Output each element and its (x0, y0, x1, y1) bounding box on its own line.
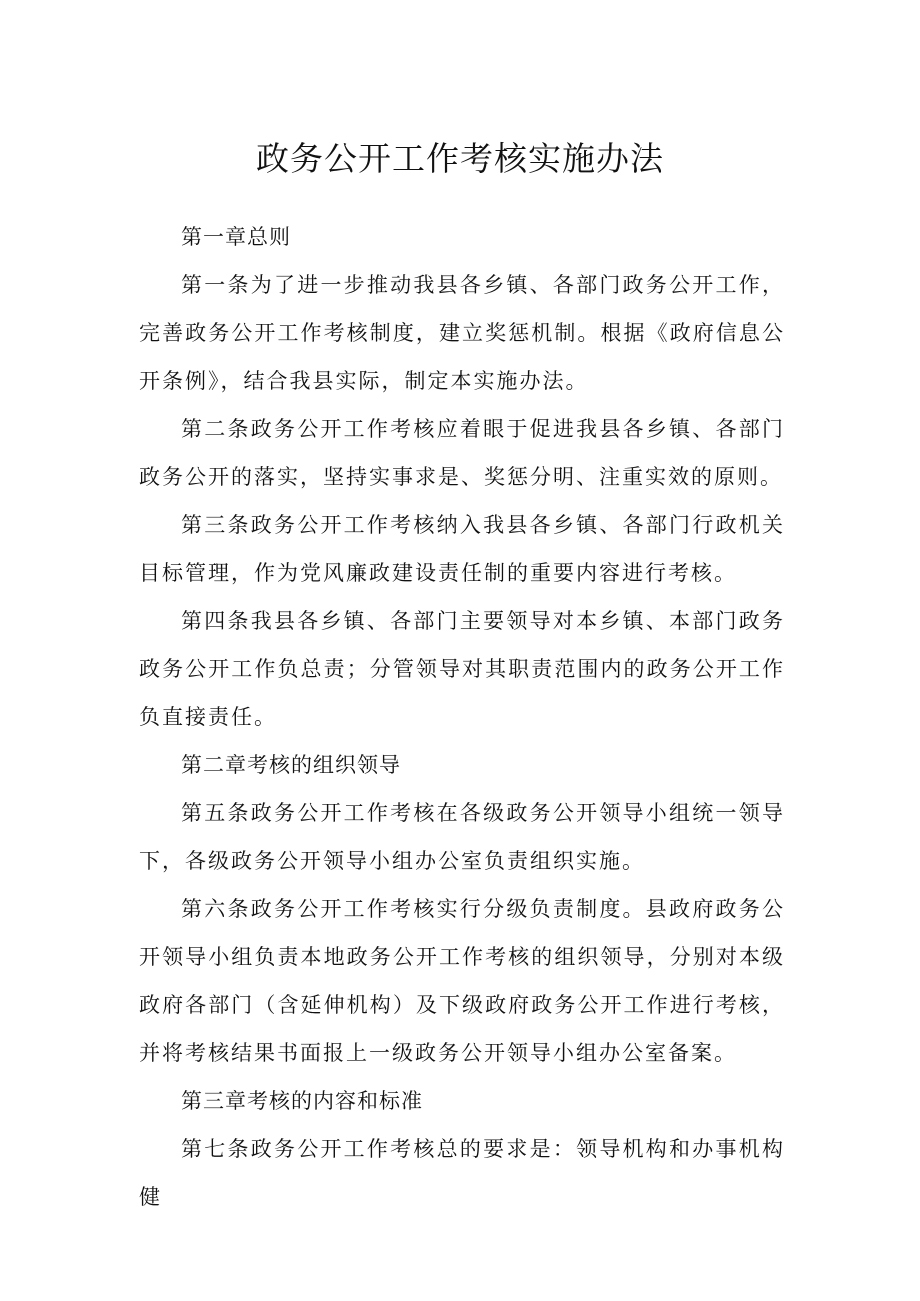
chapter-heading: 第三章考核的内容和标准 (181, 1089, 423, 1113)
article-paragraph: 第五条政务公开工作考核在各级政务公开领导小组统一领导下，各级政务公开领导小组办公室负责组织实施。 (139, 801, 785, 873)
article-paragraph: 第四条我县各乡镇、各部门主要领导对本乡镇、本部门政务政务公开工作负总责；分管领导对其职责范围内的政务公开工作负直接责任。 (139, 609, 785, 729)
article-paragraph: 第二条政务公开工作考核应着眼于促进我县各乡镇、各部门政务公开的落实，坚持实事求是、奖惩分明、注重实效的原则。 (139, 417, 785, 489)
article-paragraph: 第三条政务公开工作考核纳入我县各乡镇、各部门行政机关目标管理，作为党风廉政建设责任制的重要内容进行考核。 (139, 513, 785, 585)
document-title: 政务公开工作考核实施办法 (256, 139, 664, 178)
article-paragraph: 第六条政务公开工作考核实行分级负责制度。县政府政务公开领导小组负责本地政务公开工作考核的组织领导，分别对本级政府各部门（含延伸机构）及下级政府政务公开工作进行考核，并将考核结果书面报上一级政务公开领导小组办公室备案。 (139, 897, 785, 1065)
article-paragraph: 第一条为了进一步推动我县各乡镇、各部门政务公开工作，完善政务公开工作考核制度，建立奖惩机制。根据《政府信息公开条例》，结合我县实际，制定本实施办法。 (139, 273, 785, 393)
document-body (139, 213, 785, 1221)
chapter-heading: 第一章总则 (181, 225, 291, 249)
article-paragraph: 第七条政务公开工作考核总的要求是：领导机构和办事机构健 (139, 1137, 785, 1209)
chapter-heading: 第二章考核的组织领导 (181, 753, 401, 777)
